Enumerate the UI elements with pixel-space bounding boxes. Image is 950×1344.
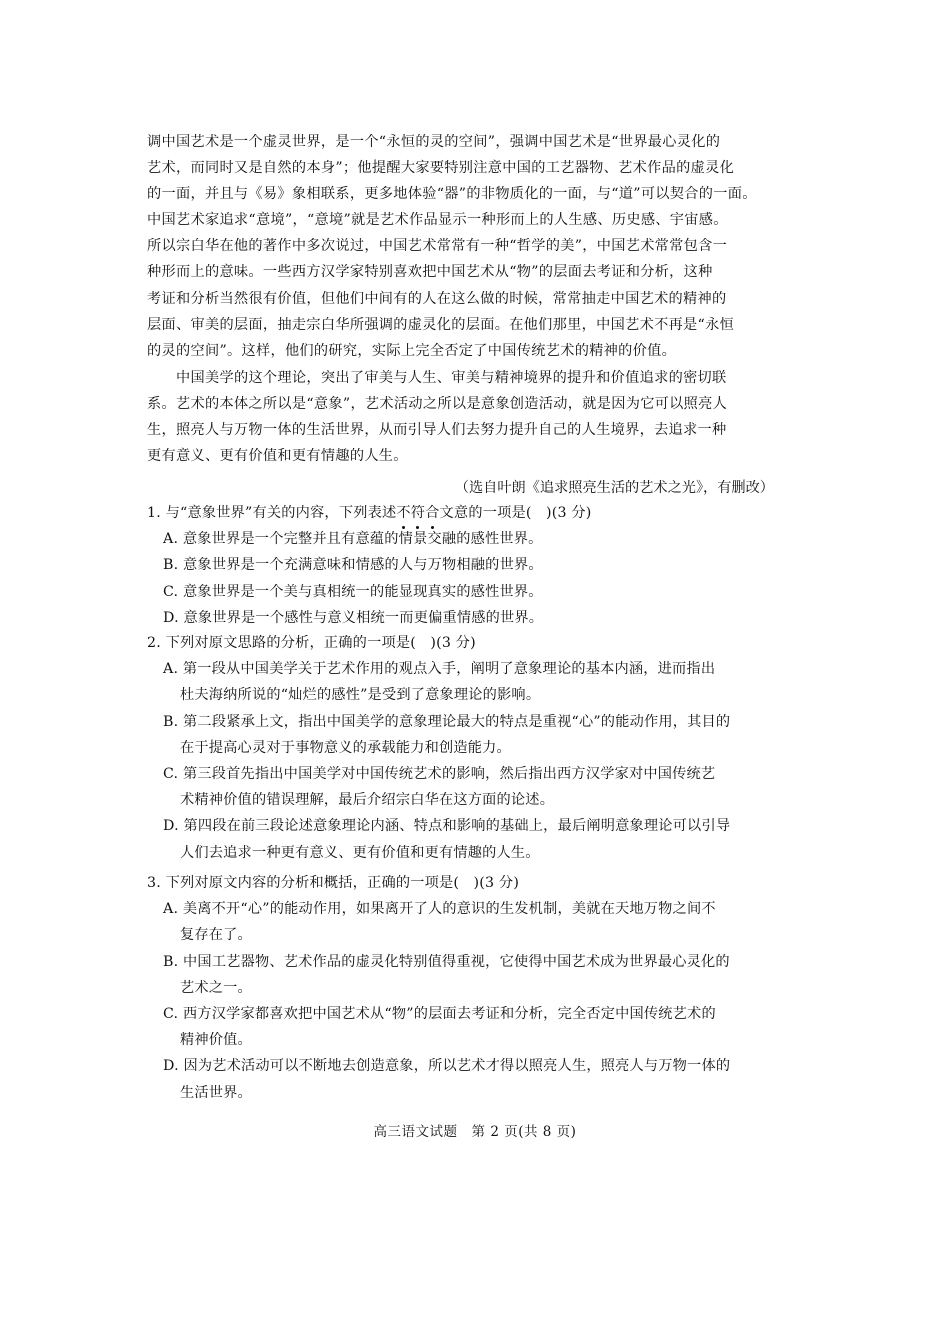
option-text: D. 意象世界是一个感性与意义相统一而更偏重情感的世界。: [163, 609, 544, 626]
option-text: B. 意象世界是一个充满意味和情感的人与万物相融的世界。: [163, 557, 543, 574]
option-text: C. 第三段首先指出中国美学对中国传统艺术的影响，然后指出西方汉学家对中国传统艺: [163, 766, 716, 783]
option-text: B. 第二段紧承上文，指出中国美学的意象理论最大的特点是重视“心”的能动作用，其目的: [163, 713, 731, 730]
option-text: A. 第一段从中国美学关于艺术作用的观点入手，阐明了意象理论的基本内涵，进而指出: [163, 661, 716, 678]
option-c[interactable]: [147, 579, 777, 605]
question-stem: 3. 下列对原文内容的分析和概括，正确的一项是( )(3 分): [147, 875, 520, 891]
option-text: 杜夫海纳所说的“灿烂的感性”是受到了意象理论的影响。: [180, 687, 541, 704]
passage-line: 的灵的空间”。这样，他们的研究，实际上完全否定了中国传统艺术的精神的价值。: [147, 342, 677, 359]
option-text: 精神价值。: [180, 1032, 252, 1049]
option-a[interactable]: [147, 656, 777, 708]
option-text: C. 意象世界是一个美与真相统一的能显现真实的感性世界。: [163, 583, 543, 600]
stem-text: 文意的一项是( )(3 分): [439, 505, 592, 521]
option-d[interactable]: [147, 1053, 777, 1105]
emphasized-char: 合: [425, 500, 439, 526]
option-text: 生活世界。: [180, 1084, 252, 1101]
option-text: 复存在了。: [180, 927, 252, 944]
stem-text: 1. 与“意象世界”有关的内容，下列表述: [147, 505, 397, 521]
option-text: D. 因为艺术活动可以不断地去创造意象，所以艺术才得以照亮人生，照亮人与万物一体的: [163, 1058, 731, 1075]
passage-line: 调中国艺术是一个虚灵世界，是一个“永恒的灵的空间”，强调中国艺术是“世界最心灵化的: [147, 134, 721, 150]
option-d[interactable]: [147, 813, 777, 865]
passage-source: （选自叶朗《追求照亮生活的艺术之光》，有删改）: [454, 480, 774, 496]
option-c[interactable]: [147, 761, 777, 813]
option-text: C. 西方汉学家都喜欢把中国艺术从“物”的层面去考证和分析，完全否定中国传统艺术的: [163, 1006, 716, 1023]
passage-line: 层面、审美的层面，抽走宗白华所强调的虚灵化的层面。在他们那里，中国艺术不再是“永恒: [147, 316, 735, 333]
option-text: A. 美离不开“心”的能动作用，如果离开了人的意识的生发机制，美就在天地万物之间不: [163, 901, 716, 918]
option-text: D. 第四段在前三段论述意象理论内涵、特点和影响的基础上，最后阐明意象理论可以引导: [163, 818, 731, 835]
emphasized-char: 不: [396, 500, 410, 526]
emphasis-marks: [396, 505, 439, 521]
option-b[interactable]: [147, 949, 777, 1001]
page-footer: 高三语文试题 第 2 页(共 8 页): [373, 1124, 577, 1140]
option-text: 人们去追求一种更有意义、更有价值和更有情趣的人生。: [180, 844, 540, 861]
option-b[interactable]: [147, 552, 777, 578]
option-text: 在于提高心灵对于事物意义的承载能力和创造能力。: [180, 739, 511, 756]
passage-line: 生，照亮人与万物一体的生活世界，从而引导人们去努力提升自己的人生境界，去追求一种: [147, 422, 727, 439]
passage-line: 更有意义、更有价值和更有情趣的人生。: [147, 448, 408, 465]
option-a[interactable]: [147, 526, 777, 552]
question-1: [147, 500, 777, 631]
passage-line: 中国美学的这个理论，突出了审美与人生、审美与精神境界的提升和价值追求的密切联: [176, 370, 727, 386]
passage-line: 考证和分析当然很有价值，但他们中间有的人在这么做的时候，常常抽走中国艺术的精神的: [147, 290, 727, 307]
option-text: 艺术之一。: [180, 979, 252, 996]
option-text: A. 意象世界是一个完整并且有意蕴的情景交融的感性世界。: [163, 531, 543, 548]
passage-line: 的一面，并且与《易》象相联系，更多地体验“器”的非物质化的一面，与“道”可以契合的一面。: [147, 186, 757, 203]
passage-line: 所以宗白华在他的著作中多次说过，中国艺术常常有一种“哲学的美”，中国艺术常常包含一: [147, 238, 728, 255]
option-a[interactable]: [147, 896, 777, 948]
passage-line: 系。艺术的本体之所以是“意象”，艺术活动之所以是意象创造活动，就是因为它可以照亮人: [147, 396, 728, 413]
question-3: [147, 870, 777, 1106]
passage-paragraph: [147, 365, 777, 469]
question-stem: 2. 下列对原文思路的分析，正确的一项是( )(3 分): [147, 635, 476, 651]
passage-paragraph: [147, 129, 777, 364]
passage-line: 艺术，而同时又是自然的本身”；他提醒大家要特别注意中国的工艺器物、艺术作品的虚灵化: [147, 160, 735, 177]
option-d[interactable]: [147, 605, 777, 631]
emphasized-char: 符: [411, 500, 425, 526]
option-b[interactable]: [147, 709, 777, 761]
passage-line: 种形而上的意味。一些西方汉学家特别喜欢把中国艺术从“物”的层面去考证和分析，这种: [147, 264, 713, 281]
question-stem: [147, 500, 777, 526]
option-c[interactable]: [147, 1001, 777, 1053]
option-text: B. 中国工艺器物、艺术作品的虚灵化特别值得重视，它使得中国艺术成为世界最心灵化的: [163, 953, 730, 970]
question-2: [147, 630, 777, 866]
passage-line: 中国艺术家追求“意境”，“意境”就是艺术作品显示一种形而上的人生感、历史感、宇宙感。: [147, 212, 728, 229]
option-text: 术精神价值的错误理解，最后介绍宗白华在这方面的论述。: [180, 792, 555, 809]
